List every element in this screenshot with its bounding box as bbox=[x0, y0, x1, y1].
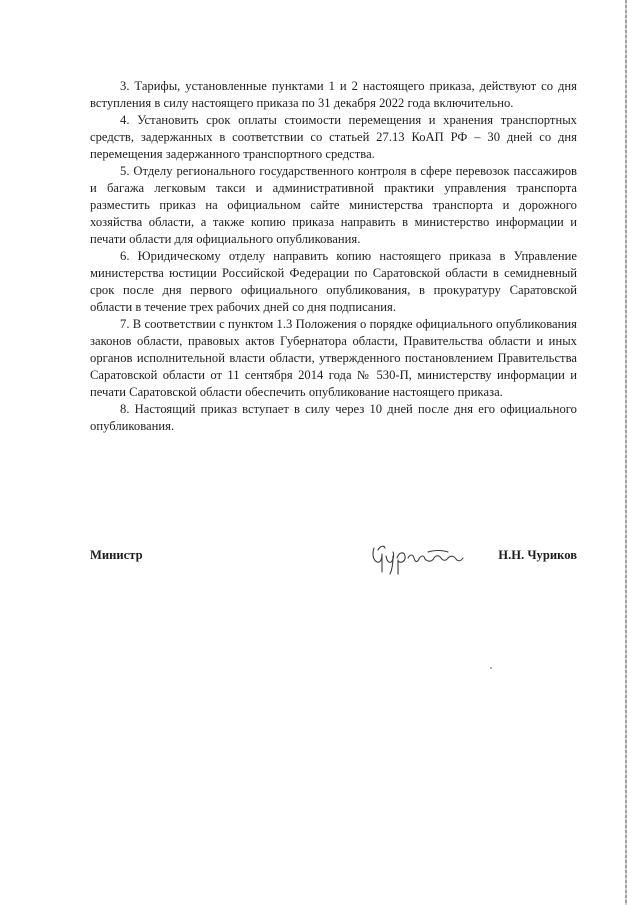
signature-block bbox=[90, 538, 577, 578]
signatory-title: Министр bbox=[90, 548, 143, 562]
paragraph-6: 6. Юридическому отделу направить копию настоящего приказа в Управление министерства юстиции Российской Федерации по Саратовской области в семидневный срок после дня первого официального опубликования, в прокуратуру Саратовской области в течение трех рабочих дней со дня подписания. bbox=[90, 249, 577, 314]
scan-edge bbox=[625, 0, 627, 905]
signatory-name: Н.Н. Чуриков bbox=[498, 548, 577, 562]
paragraph-5: 5. Отделу регионального государственного контроля в сфере перевозок пассажиров и багажа легковым такси и административной практики управления транспорта разместить приказ на официальном сайте министерства транспорта и дорожного хозяйства области, а также копию приказа направить в министерство информации и печати области для официального опубликования. bbox=[90, 164, 577, 246]
paragraph-7: 7. В соответствии с пунктом 1.3 Положения о порядке официального опубликования законов области, правовых актов Губернатора области, Правительства области и иных органов исполнительной власти области, утвержденного постановлением Правительства Саратовской области от 11 сентября 2014 года № 530-П, министерству информации и печати Саратовской области обеспечить опубликование настоящего приказа. bbox=[90, 317, 577, 399]
document-body bbox=[90, 78, 577, 435]
paragraph-3: 3. Тарифы, установленные пунктами 1 и 2 настоящего приказа, действуют со дня вступления в силу настоящего приказа по 31 декабря 2022 года включительно. bbox=[90, 79, 577, 110]
handwritten-signature bbox=[368, 538, 466, 578]
scan-speck bbox=[490, 667, 492, 669]
paragraph-4: 4. Установить срок оплаты стоимости перемещения и хранения транспортных средств, задержанных в соответствии со статьей 27.13 КоАП РФ – 30 дней со дня перемещения задержанного транспортного средства. bbox=[90, 113, 577, 161]
paragraph-8: 8. Настоящий приказ вступает в силу через 10 дней после дня его официального опубликования. bbox=[90, 402, 577, 433]
